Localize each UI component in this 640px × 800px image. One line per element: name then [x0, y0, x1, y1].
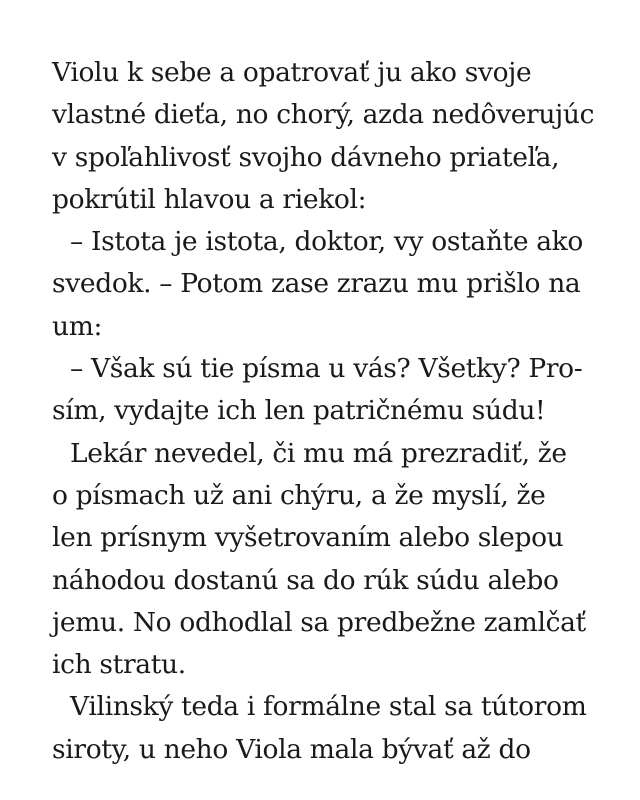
text-line: um: [52, 310, 103, 342]
text-line: v spoľahlivosť svojho dávneho priateľa, [52, 141, 560, 173]
text-line: náhodou dostanú sa do rúk súdu alebo [52, 564, 559, 596]
text-line: – Však sú tie písma u vás? Všetky? Pro- [70, 353, 583, 385]
text-line: Vilinský teda i formálne stal sa tútorom [70, 691, 587, 723]
text-line: ich stratu. [52, 649, 186, 681]
text-line: – Istota je istota, doktor, vy ostaňte ako [70, 226, 583, 258]
text-line: sím, vydajte ich len patričnému súdu! [52, 395, 546, 427]
text-line: Violu k sebe a opatrovať ju ako svoje [52, 57, 532, 88]
text-line: jemu. No odhodlal sa predbežne zamlčať [52, 606, 586, 638]
text-line: Lekár nevedel, či mu má prezradiť, že [70, 437, 567, 469]
text-line: siroty, u neho Viola mala bývať až do [52, 733, 531, 765]
book-page-text [52, 52, 612, 771]
text-line: svedok. – Potom zase zrazu mu prišlo na [52, 268, 581, 300]
text-line: pokrútil hlavou a riekol: [52, 183, 367, 215]
text-line: vlastné dieťa, no chorý, azda nedôverujúc [52, 99, 595, 131]
text-line: len prísnym vyšetrovaním alebo slepou [52, 522, 564, 554]
text-line: o písmach už ani chýru, a že myslí, že [52, 479, 546, 511]
